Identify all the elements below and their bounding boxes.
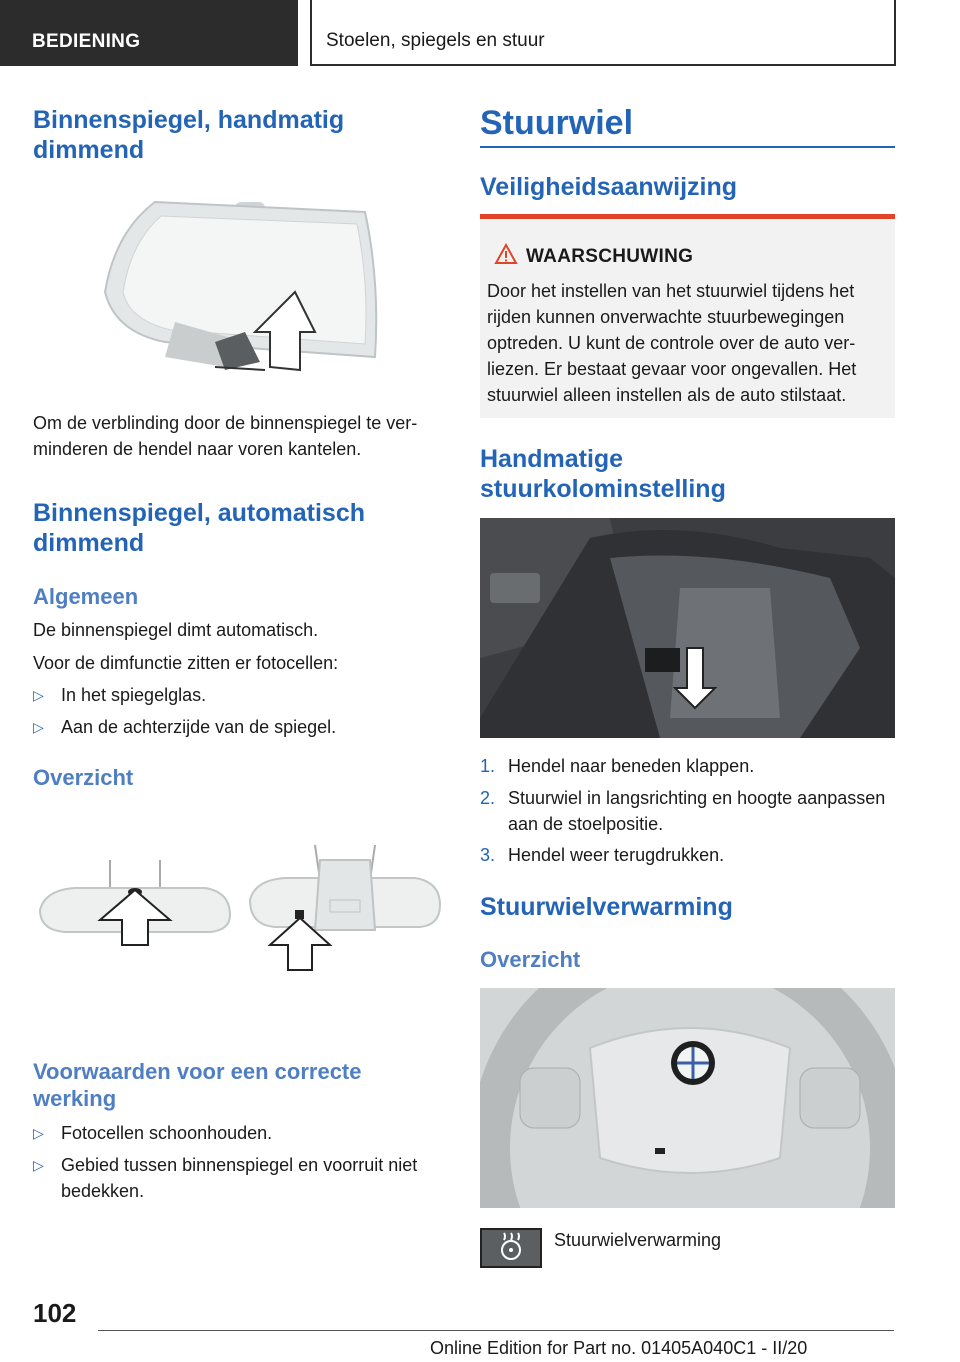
bullet-text: Gebied tussen binnenspiegel en voorruit niet bedekken. [61, 1155, 418, 1201]
header-section-label: BEDIENING [32, 31, 141, 52]
step-text: Hendel naar beneden klappen. [508, 756, 755, 776]
bullet-triangle-icon: ▷ [33, 1157, 44, 1173]
footer-edition: Online Edition for Part no. 01405A040C1 - II/20 [430, 1338, 808, 1358]
step-text: Stuurwiel in langsrichting en hoogte aanpassen aan de stoelpositie. [508, 788, 886, 834]
heading-rule [480, 146, 895, 148]
mirror-front-illustration [35, 840, 235, 980]
mirror-lever-illustration [95, 192, 385, 382]
footer-rule [98, 1330, 894, 1331]
heading-heating: Stuurwielverwarming [480, 893, 733, 921]
text-general-1: De binnenspiegel dimt automatisch. [33, 620, 319, 640]
header-chapter-label: Stoelen, spiegels en stuur [326, 30, 545, 51]
warning-title: WAARSCHUWING [526, 246, 694, 267]
bullet-photocell-back [33, 714, 443, 740]
header-chapter [310, 0, 896, 66]
heading-conditions: Voorwaarden voor een correcte werking [33, 1059, 362, 1111]
page-number: 102 [33, 1298, 77, 1328]
heading-dim-auto: Binnenspiegel, automatisch dimmend [33, 499, 366, 557]
header-section [0, 0, 298, 66]
bullet-photocell-glass [33, 682, 443, 708]
mirror-back-illustration [245, 840, 445, 980]
steering-column-photo [480, 518, 895, 738]
bullet-text: In het spiegelglas. [61, 685, 207, 705]
step-2 [480, 785, 895, 837]
bullet-text: Fotocellen schoonhouden. [61, 1123, 273, 1143]
heating-label: Stuurwielverwarming [554, 1230, 722, 1250]
bullet-condition-cover [33, 1152, 443, 1204]
bullet-text: Aan de achterzijde van de spiegel. [61, 717, 337, 737]
text-general-2: Voor de dimfunctie zitten er fotocellen: [33, 653, 339, 673]
bullet-triangle-icon: ▷ [33, 1125, 44, 1141]
wheel-heating-button-icon [480, 1228, 542, 1268]
step-text: Hendel weer terugdrukken. [508, 845, 725, 865]
heading-dim-manual: Binnenspiegel, handmatig dimmend [33, 106, 345, 164]
warning-box [480, 214, 895, 418]
step-number: 2. [480, 788, 496, 808]
warning-text: Door het instellen van het stuurwiel tijdens het rijden kunnen onverwachte stuurbewegingen optreden. U kunt de controle over de auto verliezen. Er bestaat gevaar voor ongevallen. Het stuurwiel alleen instellen als de auto stilstaat. [487, 281, 857, 405]
bullet-condition-clean [33, 1120, 443, 1146]
bullet-triangle-icon: ▷ [33, 687, 44, 703]
warning-triangle-icon [494, 243, 518, 270]
steering-wheel-photo [480, 988, 895, 1208]
step-3 [480, 842, 895, 868]
bullet-triangle-icon: ▷ [33, 719, 44, 735]
heading-overview-left: Overzicht [33, 765, 134, 790]
heading-column: Handmatige stuurkolominstelling [480, 445, 726, 503]
heading-overview-right: Overzicht [480, 947, 581, 972]
text-dim-manual: Om de verblinding door de binnenspiegel te verminderen de hendel naar voren kantelen. [33, 413, 418, 459]
step-number: 1. [480, 756, 496, 776]
step-1 [480, 753, 895, 779]
heading-general: Algemeen [33, 584, 139, 609]
step-number: 3. [480, 845, 496, 865]
heading-safety: Veiligheidsaanwijzing [480, 173, 738, 201]
heading-wheel: Stuurwiel [480, 104, 634, 142]
